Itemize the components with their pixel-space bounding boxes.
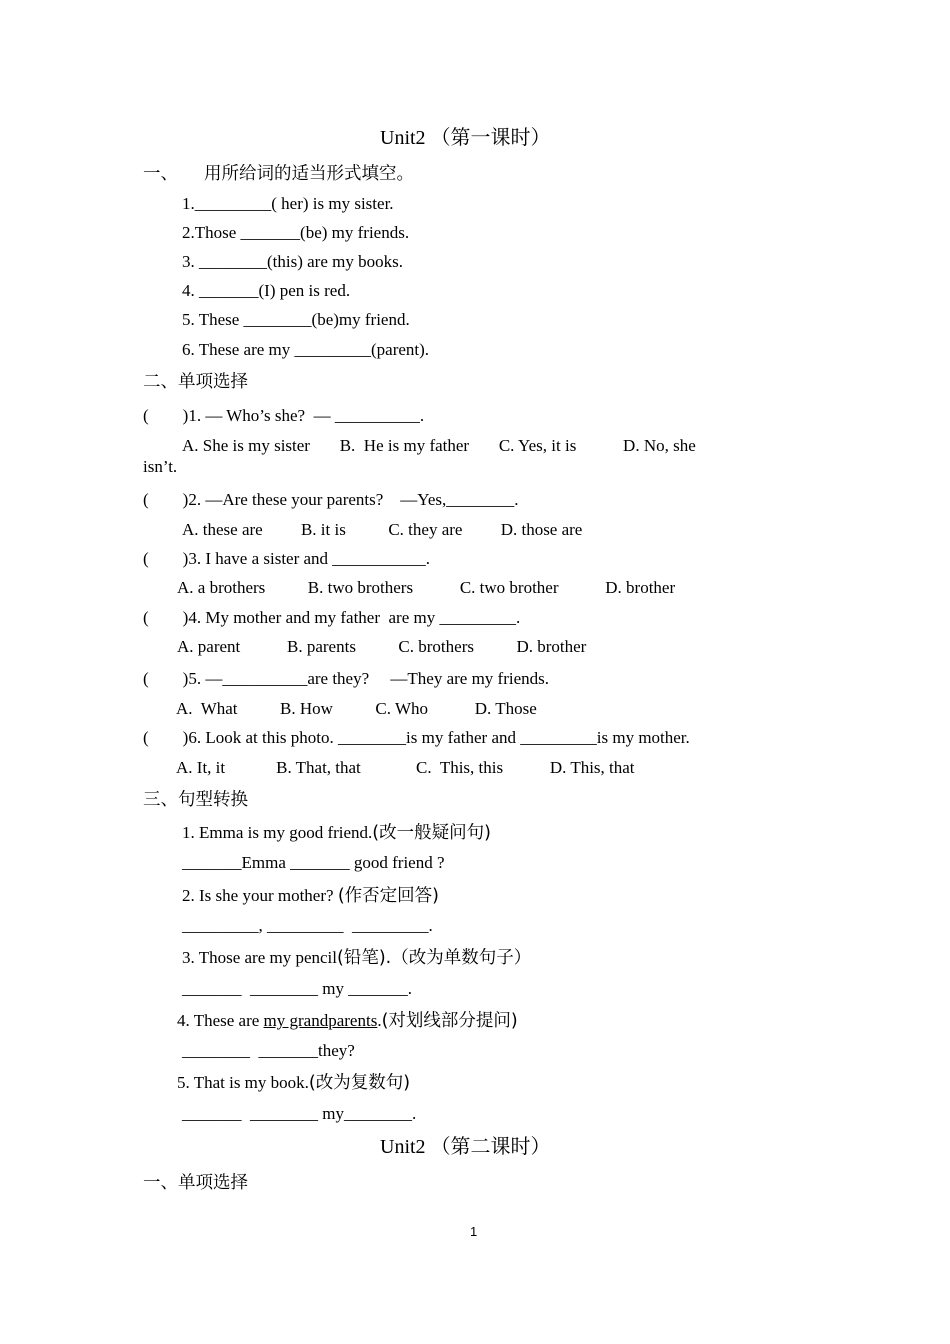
mc-question-3-stem: ( )3. I have a sister and ___________. xyxy=(143,549,431,568)
section1-number: 一、 xyxy=(143,164,178,184)
transform-item-5-sentence: 5. That is my book. xyxy=(177,1073,309,1092)
transform-item-5 xyxy=(177,1073,410,1093)
unit-title-lesson1 xyxy=(380,127,551,148)
transform-item-3-instruction: (铅笔).（改为单数句子） xyxy=(337,948,532,968)
lesson-label: （第一课时） xyxy=(430,125,551,149)
section2-heading: 二、单项选择 xyxy=(143,372,248,392)
lesson-label: （第二课时） xyxy=(430,1134,551,1158)
fill-item-6: 6. These are my _________(parent). xyxy=(182,340,430,359)
section1-title: 用所给词的适当形式填空。 xyxy=(204,164,414,184)
transform-item-2-sentence: 2. Is she your mother? xyxy=(182,886,338,905)
transform-item-4-answer: ________ _______they? xyxy=(182,1041,355,1060)
transform-item-1-instruction: (改一般疑问句) xyxy=(372,823,491,843)
mc-question-2-stem: ( )2. —Are these your parents? —Yes,________. xyxy=(143,490,519,509)
mc-question-1-options-cont: isn’t. xyxy=(143,457,178,476)
transform-item-4-sentence-start: 4. These are xyxy=(177,1011,264,1030)
transform-item-5-answer: _______ ________ my________. xyxy=(182,1104,417,1123)
section3-heading: 三、句型转换 xyxy=(143,790,248,810)
mc-question-5-options: A. What B. How C. Who D. Those xyxy=(176,699,537,718)
unit-title-text: Unit2 xyxy=(380,1136,426,1158)
transform-item-1-sentence: 1. Emma is my good friend. xyxy=(182,823,373,842)
transform-item-2 xyxy=(182,886,439,906)
mc-question-1-stem: ( )1. — Who’s she? — __________. xyxy=(143,406,425,425)
mc-question-6-stem: ( )6. Look at this photo. ________is my father and _________is my mother. xyxy=(143,728,690,747)
transform-item-5-instruction: (改为复数句) xyxy=(308,1073,411,1093)
fill-item-1: 1._________( her) is my sister. xyxy=(182,194,394,213)
fill-item-5: 5. These ________(be)my friend. xyxy=(182,310,410,329)
mc-question-2-options: A. these are B. it is C. they are D. those are xyxy=(182,520,583,539)
page-number: 1 xyxy=(470,1224,478,1239)
section1-heading xyxy=(143,164,414,184)
mc-question-5-stem: ( )5. —__________are they? —They are my friends. xyxy=(143,669,549,688)
underlined-phrase: my grandparents xyxy=(263,1011,378,1030)
mc-question-3-options: A. a brothers B. two brothers C. two brother D. brother xyxy=(177,578,676,597)
fill-item-3: 3. ________(this) are my books. xyxy=(182,252,403,271)
transform-item-3 xyxy=(182,948,531,968)
unit-title-lesson2 xyxy=(380,1136,551,1157)
transform-item-4 xyxy=(177,1011,518,1031)
mc-question-1-options: A. She is my sister B. He is my father C. Yes, it is D. No, she xyxy=(182,436,696,455)
transform-item-1-answer: _______Emma _______ good friend ? xyxy=(182,853,445,872)
transform-item-3-sentence: 3. Those are my pencil xyxy=(182,948,338,967)
transform-item-1 xyxy=(182,823,491,843)
mc-question-6-options: A. It, it B. That, that C. This, this D. This, that xyxy=(176,758,635,777)
transform-item-4-instruction: (对划线部分提问) xyxy=(381,1011,518,1031)
mc-question-4-options: A. parent B. parents C. brothers D. brother xyxy=(177,637,587,656)
transform-item-4-sentence-end: . xyxy=(377,1011,382,1030)
transform-item-2-instruction: (作否定回答) xyxy=(337,886,439,906)
fill-item-4: 4. _______(I) pen is red. xyxy=(182,281,351,300)
lesson2-section1-heading: 一、单项选择 xyxy=(143,1173,248,1193)
unit-title-text: Unit2 xyxy=(380,127,426,149)
transform-item-2-answer: _________, _________ _________. xyxy=(182,916,433,935)
mc-question-4-stem: ( )4. My mother and my father are my _________. xyxy=(143,608,521,627)
fill-item-2: 2.Those _______(be) my friends. xyxy=(182,223,410,242)
transform-item-3-answer: _______ ________ my _______. xyxy=(182,979,412,998)
